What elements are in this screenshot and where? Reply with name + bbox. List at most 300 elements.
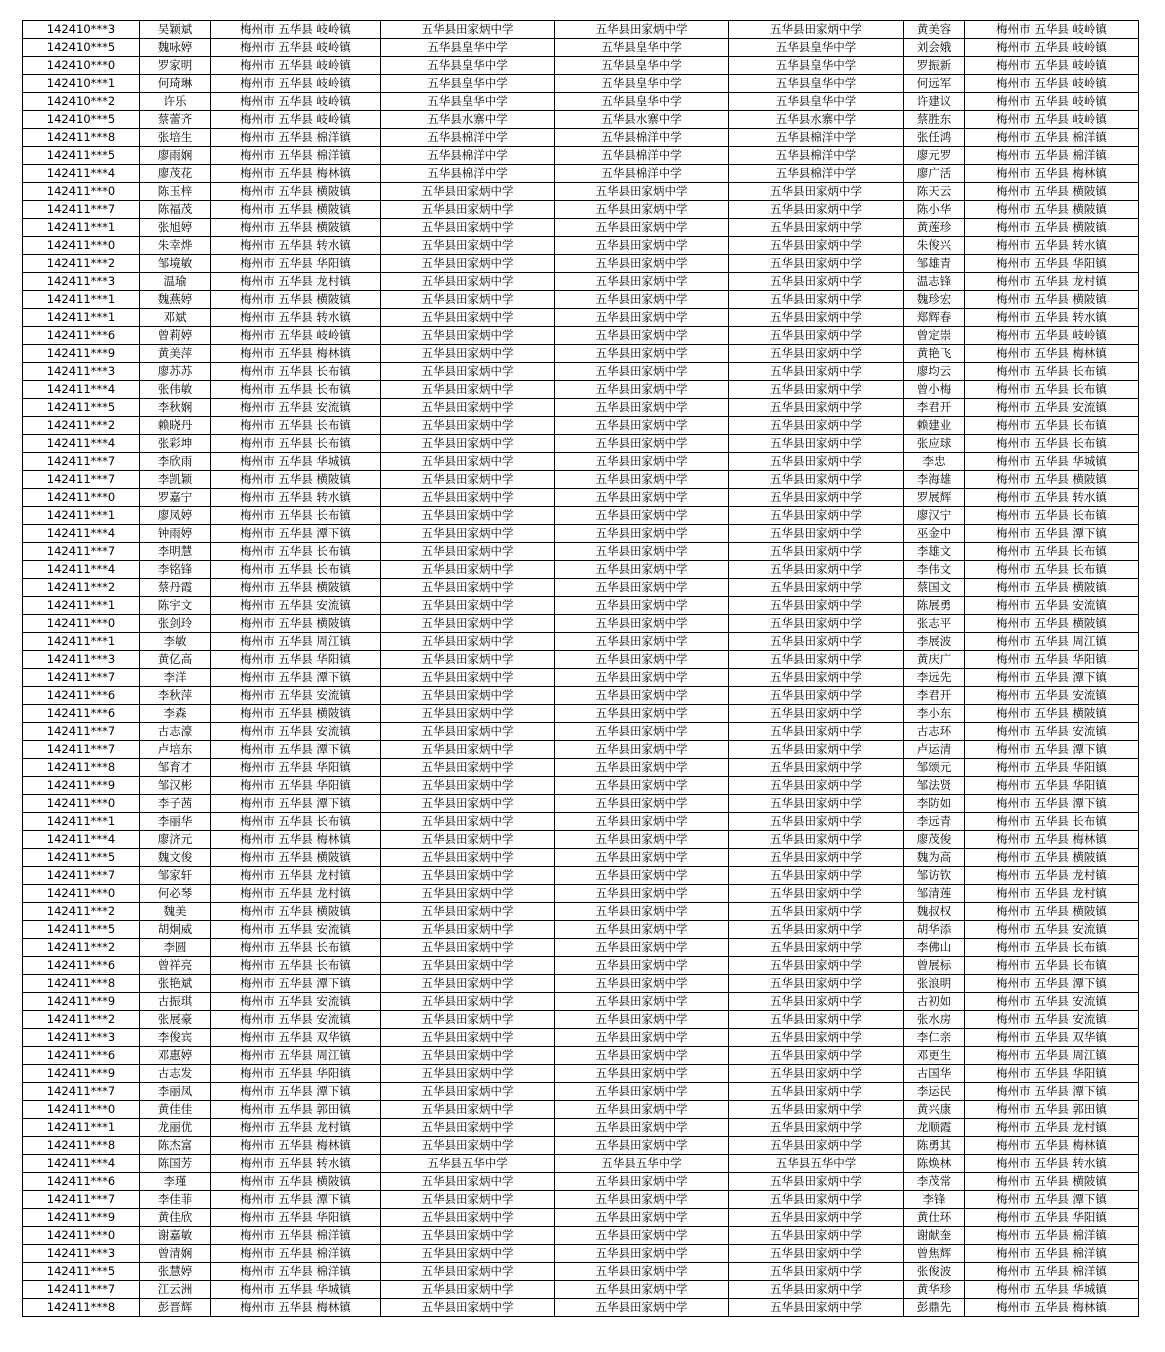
- school-cell-2: 五华县田家炳中学: [555, 777, 729, 795]
- school-cell-2: 五华县田家炳中学: [555, 885, 729, 903]
- student-name-cell: 温瑜: [140, 273, 211, 291]
- school-cell-2: 五华县田家炳中学: [555, 1227, 729, 1245]
- school-cell-2: 五华县田家炳中学: [555, 975, 729, 993]
- student-name-cell: 邹汉彬: [140, 777, 211, 795]
- id-cell: 142410***3: [23, 21, 140, 39]
- parent-address-cell: 梅州市 五华县 安流镇: [965, 399, 1139, 417]
- school-cell-3: 五华县田家炳中学: [729, 1065, 904, 1083]
- parent-name-cell: 陈天云: [904, 183, 965, 201]
- school-cell-3: 五华县田家炳中学: [729, 579, 904, 597]
- parent-name-cell: 黄美容: [904, 21, 965, 39]
- table-row: [23, 1047, 1139, 1065]
- table-row: [23, 705, 1139, 723]
- id-cell: 142411***7: [23, 1191, 140, 1209]
- parent-name-cell: 龙顺霞: [904, 1119, 965, 1137]
- home-address-cell: 梅州市 五华县 潭下镇: [211, 741, 381, 759]
- student-name-cell: 廖苏苏: [140, 363, 211, 381]
- school-cell-2: 五华县棉洋中学: [555, 147, 729, 165]
- school-cell-2: 五华县田家炳中学: [555, 633, 729, 651]
- school-cell-3: 五华县田家炳中学: [729, 453, 904, 471]
- student-name-cell: 廖雨娴: [140, 147, 211, 165]
- school-cell: 五华县田家炳中学: [381, 669, 555, 687]
- home-address-cell: 梅州市 五华县 长布镇: [211, 543, 381, 561]
- school-cell: 五华县田家炳中学: [381, 813, 555, 831]
- table-row: [23, 651, 1139, 669]
- home-address-cell: 梅州市 五华县 华城镇: [211, 1281, 381, 1299]
- table-row: [23, 939, 1139, 957]
- table-row: [23, 201, 1139, 219]
- table-row: [23, 759, 1139, 777]
- school-cell-3: 五华县田家炳中学: [729, 363, 904, 381]
- home-address-cell: 梅州市 五华县 安流镇: [211, 723, 381, 741]
- school-cell-3: 五华县田家炳中学: [729, 759, 904, 777]
- parent-name-cell: 廖茂俊: [904, 831, 965, 849]
- school-cell-3: 五华县田家炳中学: [729, 777, 904, 795]
- school-cell-3: 五华县田家炳中学: [729, 741, 904, 759]
- id-cell: 142411***6: [23, 687, 140, 705]
- school-cell-2: 五华县田家炳中学: [555, 1101, 729, 1119]
- id-cell: 142411***4: [23, 831, 140, 849]
- school-cell-2: 五华县五华中学: [555, 1155, 729, 1173]
- school-cell: 五华县田家炳中学: [381, 759, 555, 777]
- home-address-cell: 梅州市 五华县 潭下镇: [211, 1083, 381, 1101]
- id-cell: 142411***1: [23, 507, 140, 525]
- parent-address-cell: 梅州市 五华县 华阳镇: [965, 1209, 1139, 1227]
- school-cell-3: 五华县田家炳中学: [729, 957, 904, 975]
- parent-address-cell: 梅州市 五华县 岐岭镇: [965, 21, 1139, 39]
- table-row: [23, 597, 1139, 615]
- parent-name-cell: 邓更生: [904, 1047, 965, 1065]
- parent-address-cell: 梅州市 五华县 转水镇: [965, 489, 1139, 507]
- parent-address-cell: 梅州市 五华县 横陂镇: [965, 579, 1139, 597]
- table-row: [23, 507, 1139, 525]
- student-name-cell: 谢嘉敏: [140, 1227, 211, 1245]
- school-cell-3: 五华县田家炳中学: [729, 939, 904, 957]
- id-cell: 142411***5: [23, 399, 140, 417]
- parent-name-cell: 蔡国文: [904, 579, 965, 597]
- school-cell-2: 五华县田家炳中学: [555, 579, 729, 597]
- home-address-cell: 梅州市 五华县 横陂镇: [211, 849, 381, 867]
- table-row: [23, 21, 1139, 39]
- school-cell-3: 五华县田家炳中学: [729, 1227, 904, 1245]
- school-cell: 五华县田家炳中学: [381, 561, 555, 579]
- school-cell-2: 五华县棉洋中学: [555, 165, 729, 183]
- school-cell-2: 五华县水寨中学: [555, 111, 729, 129]
- student-name-cell: 曾祥亮: [140, 957, 211, 975]
- school-cell-2: 五华县田家炳中学: [555, 1245, 729, 1263]
- parent-name-cell: 罗振新: [904, 57, 965, 75]
- student-name-cell: 黄美萍: [140, 345, 211, 363]
- school-cell-3: 五华县田家炳中学: [729, 723, 904, 741]
- school-cell-2: 五华县田家炳中学: [555, 759, 729, 777]
- student-name-cell: 李佳菲: [140, 1191, 211, 1209]
- parent-name-cell: 郑辉春: [904, 309, 965, 327]
- parent-name-cell: 巫金中: [904, 525, 965, 543]
- school-cell-2: 五华县田家炳中学: [555, 795, 729, 813]
- school-cell: 五华县田家炳中学: [381, 921, 555, 939]
- parent-address-cell: 梅州市 五华县 安流镇: [965, 1011, 1139, 1029]
- school-cell-2: 五华县田家炳中学: [555, 1119, 729, 1137]
- id-cell: 142411***0: [23, 885, 140, 903]
- id-cell: 142411***1: [23, 633, 140, 651]
- parent-name-cell: 张应球: [904, 435, 965, 453]
- student-name-cell: 江云洲: [140, 1281, 211, 1299]
- parent-name-cell: 邹颂元: [904, 759, 965, 777]
- home-address-cell: 梅州市 五华县 横陂镇: [211, 291, 381, 309]
- school-cell: 五华县田家炳中学: [381, 381, 555, 399]
- parent-address-cell: 梅州市 五华县 横陂镇: [965, 903, 1139, 921]
- school-cell-3: 五华县皇华中学: [729, 57, 904, 75]
- parent-name-cell: 李海雄: [904, 471, 965, 489]
- home-address-cell: 梅州市 五华县 长布镇: [211, 381, 381, 399]
- table-row: [23, 723, 1139, 741]
- parent-name-cell: 朱俊兴: [904, 237, 965, 255]
- table-row: [23, 165, 1139, 183]
- id-cell: 142411***2: [23, 417, 140, 435]
- table-row: [23, 399, 1139, 417]
- student-name-cell: 卢培东: [140, 741, 211, 759]
- id-cell: 142410***5: [23, 111, 140, 129]
- student-name-cell: 魏咏婷: [140, 39, 211, 57]
- parent-name-cell: 陈勇其: [904, 1137, 965, 1155]
- parent-address-cell: 梅州市 五华县 双华镇: [965, 1029, 1139, 1047]
- parent-name-cell: 廖汉宁: [904, 507, 965, 525]
- parent-address-cell: 梅州市 五华县 潭下镇: [965, 1191, 1139, 1209]
- id-cell: 142411***9: [23, 345, 140, 363]
- table-row: [23, 219, 1139, 237]
- home-address-cell: 梅州市 五华县 棉洋镇: [211, 129, 381, 147]
- student-name-cell: 许乐: [140, 93, 211, 111]
- table-row: [23, 1155, 1139, 1173]
- table-row: [23, 453, 1139, 471]
- id-cell: 142411***7: [23, 867, 140, 885]
- school-cell: 五华县田家炳中学: [381, 291, 555, 309]
- school-cell-2: 五华县田家炳中学: [555, 489, 729, 507]
- home-address-cell: 梅州市 五华县 岐岭镇: [211, 21, 381, 39]
- parent-name-cell: 蔡胜东: [904, 111, 965, 129]
- student-name-cell: 李俊宾: [140, 1029, 211, 1047]
- home-address-cell: 梅州市 五华县 横陂镇: [211, 903, 381, 921]
- home-address-cell: 梅州市 五华县 龙村镇: [211, 1119, 381, 1137]
- home-address-cell: 梅州市 五华县 安流镇: [211, 597, 381, 615]
- id-cell: 142411***0: [23, 183, 140, 201]
- table-row: [23, 327, 1139, 345]
- id-cell: 142411***5: [23, 849, 140, 867]
- school-cell-3: 五华县田家炳中学: [729, 903, 904, 921]
- parent-name-cell: 彭鼎先: [904, 1299, 965, 1317]
- table-row: [23, 345, 1139, 363]
- school-cell-3: 五华县田家炳中学: [729, 921, 904, 939]
- school-cell-2: 五华县田家炳中学: [555, 1191, 729, 1209]
- id-cell: 142411***9: [23, 993, 140, 1011]
- student-name-cell: 古志濠: [140, 723, 211, 741]
- home-address-cell: 梅州市 五华县 双华镇: [211, 1029, 381, 1047]
- id-cell: 142411***0: [23, 237, 140, 255]
- parent-name-cell: 李仁亲: [904, 1029, 965, 1047]
- parent-address-cell: 梅州市 五华县 棉洋镇: [965, 1227, 1139, 1245]
- id-cell: 142411***1: [23, 813, 140, 831]
- home-address-cell: 梅州市 五华县 潭下镇: [211, 1191, 381, 1209]
- home-address-cell: 梅州市 五华县 长布镇: [211, 417, 381, 435]
- parent-address-cell: 梅州市 五华县 潭下镇: [965, 1083, 1139, 1101]
- parent-name-cell: 李防如: [904, 795, 965, 813]
- school-cell-2: 五华县田家炳中学: [555, 867, 729, 885]
- school-cell-2: 五华县田家炳中学: [555, 273, 729, 291]
- parent-address-cell: 梅州市 五华县 岐岭镇: [965, 93, 1139, 111]
- home-address-cell: 梅州市 五华县 梅林镇: [211, 345, 381, 363]
- student-name-cell: 陈宇文: [140, 597, 211, 615]
- parent-address-cell: 梅州市 五华县 岐岭镇: [965, 75, 1139, 93]
- student-name-cell: 魏美: [140, 903, 211, 921]
- home-address-cell: 梅州市 五华县 华阳镇: [211, 777, 381, 795]
- home-address-cell: 梅州市 五华县 潭下镇: [211, 525, 381, 543]
- school-cell: 五华县田家炳中学: [381, 201, 555, 219]
- id-cell: 142411***4: [23, 165, 140, 183]
- student-name-cell: 李凯颖: [140, 471, 211, 489]
- parent-name-cell: 黄仕环: [904, 1209, 965, 1227]
- school-cell: 五华县田家炳中学: [381, 867, 555, 885]
- school-cell-2: 五华县田家炳中学: [555, 1065, 729, 1083]
- student-name-cell: 李秋娴: [140, 399, 211, 417]
- school-cell: 五华县田家炳中学: [381, 1173, 555, 1191]
- school-cell-2: 五华县田家炳中学: [555, 1011, 729, 1029]
- school-cell-3: 五华县田家炳中学: [729, 183, 904, 201]
- school-cell: 五华县田家炳中学: [381, 219, 555, 237]
- school-cell-2: 五华县田家炳中学: [555, 1281, 729, 1299]
- school-cell-3: 五华县田家炳中学: [729, 705, 904, 723]
- school-cell-3: 五华县田家炳中学: [729, 687, 904, 705]
- parent-address-cell: 梅州市 五华县 华城镇: [965, 1281, 1139, 1299]
- parent-address-cell: 梅州市 五华县 安流镇: [965, 993, 1139, 1011]
- student-name-cell: 邹境敏: [140, 255, 211, 273]
- parent-address-cell: 梅州市 五华县 长布镇: [965, 813, 1139, 831]
- school-cell-2: 五华县田家炳中学: [555, 345, 729, 363]
- table-row: [23, 1191, 1139, 1209]
- student-name-cell: 罗嘉宁: [140, 489, 211, 507]
- id-cell: 142411***0: [23, 489, 140, 507]
- id-cell: 142411***3: [23, 1029, 140, 1047]
- parent-address-cell: 梅州市 五华县 梅林镇: [965, 1137, 1139, 1155]
- home-address-cell: 梅州市 五华县 长布镇: [211, 561, 381, 579]
- school-cell-2: 五华县田家炳中学: [555, 399, 729, 417]
- parent-address-cell: 梅州市 五华县 潭下镇: [965, 795, 1139, 813]
- table-row: [23, 273, 1139, 291]
- school-cell: 五华县田家炳中学: [381, 1137, 555, 1155]
- school-cell-2: 五华县皇华中学: [555, 93, 729, 111]
- table-row: [23, 291, 1139, 309]
- id-cell: 142410***1: [23, 75, 140, 93]
- home-address-cell: 梅州市 五华县 横陂镇: [211, 183, 381, 201]
- school-cell: 五华县田家炳中学: [381, 903, 555, 921]
- table-row: [23, 741, 1139, 759]
- home-address-cell: 梅州市 五华县 棉洋镇: [211, 1263, 381, 1281]
- table-row: [23, 417, 1139, 435]
- table-row: [23, 831, 1139, 849]
- home-address-cell: 梅州市 五华县 潭下镇: [211, 669, 381, 687]
- id-cell: 142411***7: [23, 1083, 140, 1101]
- school-cell-2: 五华县皇华中学: [555, 57, 729, 75]
- school-cell-3: 五华县田家炳中学: [729, 201, 904, 219]
- table-row: [23, 777, 1139, 795]
- id-cell: 142411***7: [23, 543, 140, 561]
- parent-name-cell: 李远先: [904, 669, 965, 687]
- school-cell: 五华县田家炳中学: [381, 1065, 555, 1083]
- parent-name-cell: 李茂常: [904, 1173, 965, 1191]
- table-row: [23, 381, 1139, 399]
- parent-address-cell: 梅州市 五华县 棉洋镇: [965, 129, 1139, 147]
- parent-address-cell: 梅州市 五华县 梅林镇: [965, 345, 1139, 363]
- parent-name-cell: 古国华: [904, 1065, 965, 1083]
- school-cell-3: 五华县田家炳中学: [729, 651, 904, 669]
- parent-name-cell: 李展波: [904, 633, 965, 651]
- parent-address-cell: 梅州市 五华县 岐岭镇: [965, 111, 1139, 129]
- id-cell: 142410***5: [23, 39, 140, 57]
- school-cell-3: 五华县田家炳中学: [729, 1209, 904, 1227]
- school-cell: 五华县田家炳中学: [381, 831, 555, 849]
- table-row: [23, 1281, 1139, 1299]
- parent-address-cell: 梅州市 五华县 长布镇: [965, 363, 1139, 381]
- school-cell-3: 五华县皇华中学: [729, 93, 904, 111]
- parent-address-cell: 梅州市 五华县 华阳镇: [965, 759, 1139, 777]
- home-address-cell: 梅州市 五华县 岐岭镇: [211, 93, 381, 111]
- school-cell-3: 五华县田家炳中学: [729, 1047, 904, 1065]
- student-name-cell: 罗家明: [140, 57, 211, 75]
- id-cell: 142411***9: [23, 1209, 140, 1227]
- school-cell-3: 五华县田家炳中学: [729, 1245, 904, 1263]
- student-name-cell: 李瑾: [140, 1173, 211, 1191]
- school-cell-2: 五华县田家炳中学: [555, 939, 729, 957]
- school-cell: 五华县皇华中学: [381, 39, 555, 57]
- student-name-cell: 曾清娴: [140, 1245, 211, 1263]
- parent-address-cell: 梅州市 五华县 长布镇: [965, 435, 1139, 453]
- parent-address-cell: 梅州市 五华县 横陂镇: [965, 183, 1139, 201]
- home-address-cell: 梅州市 五华县 棉洋镇: [211, 1245, 381, 1263]
- home-address-cell: 梅州市 五华县 岐岭镇: [211, 39, 381, 57]
- home-address-cell: 梅州市 五华县 安流镇: [211, 993, 381, 1011]
- parent-address-cell: 梅州市 五华县 安流镇: [965, 687, 1139, 705]
- home-address-cell: 梅州市 五华县 安流镇: [211, 687, 381, 705]
- student-name-cell: 陈国芳: [140, 1155, 211, 1173]
- table-row: [23, 1065, 1139, 1083]
- school-cell-3: 五华县田家炳中学: [729, 273, 904, 291]
- id-cell: 142411***5: [23, 1263, 140, 1281]
- home-address-cell: 梅州市 五华县 郭田镇: [211, 1101, 381, 1119]
- school-cell-2: 五华县田家炳中学: [555, 651, 729, 669]
- id-cell: 142411***7: [23, 453, 140, 471]
- table-row: [23, 435, 1139, 453]
- id-cell: 142411***5: [23, 147, 140, 165]
- school-cell: 五华县田家炳中学: [381, 1083, 555, 1101]
- table-row: [23, 1137, 1139, 1155]
- parent-address-cell: 梅州市 五华县 潭下镇: [965, 975, 1139, 993]
- school-cell-2: 五华县田家炳中学: [555, 687, 729, 705]
- parent-name-cell: 许建议: [904, 93, 965, 111]
- parent-address-cell: 梅州市 五华县 长布镇: [965, 381, 1139, 399]
- school-cell: 五华县田家炳中学: [381, 507, 555, 525]
- parent-address-cell: 梅州市 五华县 梅林镇: [965, 1299, 1139, 1317]
- id-cell: 142411***5: [23, 921, 140, 939]
- school-cell-2: 五华县棉洋中学: [555, 129, 729, 147]
- parent-name-cell: 李小东: [904, 705, 965, 723]
- home-address-cell: 梅州市 五华县 梅林镇: [211, 1299, 381, 1317]
- student-name-cell: 蔡丹霞: [140, 579, 211, 597]
- school-cell-2: 五华县田家炳中学: [555, 237, 729, 255]
- parent-name-cell: 胡华添: [904, 921, 965, 939]
- school-cell-2: 五华县田家炳中学: [555, 363, 729, 381]
- home-address-cell: 梅州市 五华县 华阳镇: [211, 1065, 381, 1083]
- home-address-cell: 梅州市 五华县 长布镇: [211, 957, 381, 975]
- parent-address-cell: 梅州市 五华县 横陂镇: [965, 615, 1139, 633]
- school-cell: 五华县田家炳中学: [381, 597, 555, 615]
- student-name-cell: 黄佳佳: [140, 1101, 211, 1119]
- school-cell: 五华县皇华中学: [381, 57, 555, 75]
- student-name-cell: 廖济元: [140, 831, 211, 849]
- id-cell: 142411***0: [23, 1227, 140, 1245]
- student-name-cell: 陈玉梓: [140, 183, 211, 201]
- student-name-cell: 张彩坤: [140, 435, 211, 453]
- school-cell-3: 五华县田家炳中学: [729, 1191, 904, 1209]
- school-cell-2: 五华县田家炳中学: [555, 309, 729, 327]
- school-cell: 五华县田家炳中学: [381, 1191, 555, 1209]
- school-cell-3: 五华县田家炳中学: [729, 435, 904, 453]
- parent-address-cell: 梅州市 五华县 岐岭镇: [965, 57, 1139, 75]
- school-cell-2: 五华县田家炳中学: [555, 741, 729, 759]
- school-cell: 五华县田家炳中学: [381, 1011, 555, 1029]
- table-row: [23, 669, 1139, 687]
- student-name-cell: 古振琪: [140, 993, 211, 1011]
- school-cell-3: 五华县棉洋中学: [729, 165, 904, 183]
- parent-name-cell: 曾焦辉: [904, 1245, 965, 1263]
- student-name-cell: 李丽华: [140, 813, 211, 831]
- school-cell-3: 五华县田家炳中学: [729, 21, 904, 39]
- id-cell: 142411***4: [23, 561, 140, 579]
- school-cell-3: 五华县田家炳中学: [729, 309, 904, 327]
- id-cell: 142411***2: [23, 579, 140, 597]
- home-address-cell: 梅州市 五华县 梅林镇: [211, 1137, 381, 1155]
- school-cell: 五华县田家炳中学: [381, 615, 555, 633]
- parent-address-cell: 梅州市 五华县 梅林镇: [965, 831, 1139, 849]
- parent-name-cell: 李君开: [904, 399, 965, 417]
- id-cell: 142411***2: [23, 1011, 140, 1029]
- home-address-cell: 梅州市 五华县 横陂镇: [211, 471, 381, 489]
- school-cell-3: 五华县田家炳中学: [729, 237, 904, 255]
- home-address-cell: 梅州市 五华县 转水镇: [211, 1155, 381, 1173]
- school-cell: 五华县田家炳中学: [381, 957, 555, 975]
- school-cell: 五华县田家炳中学: [381, 687, 555, 705]
- table-row: [23, 525, 1139, 543]
- parent-name-cell: 李运民: [904, 1083, 965, 1101]
- school-cell-3: 五华县田家炳中学: [729, 597, 904, 615]
- parent-address-cell: 梅州市 五华县 岐岭镇: [965, 39, 1139, 57]
- school-cell-2: 五华县田家炳中学: [555, 705, 729, 723]
- school-cell-3: 五华县田家炳中学: [729, 975, 904, 993]
- parent-name-cell: 廖均云: [904, 363, 965, 381]
- id-cell: 142411***2: [23, 903, 140, 921]
- school-cell-2: 五华县田家炳中学: [555, 435, 729, 453]
- table-row: [23, 309, 1139, 327]
- parent-name-cell: 邹清莲: [904, 885, 965, 903]
- table-row: [23, 849, 1139, 867]
- id-cell: 142411***8: [23, 759, 140, 777]
- parent-address-cell: 梅州市 五华县 横陂镇: [965, 201, 1139, 219]
- school-cell-2: 五华县田家炳中学: [555, 615, 729, 633]
- parent-name-cell: 魏珍宏: [904, 291, 965, 309]
- parent-name-cell: 赖建业: [904, 417, 965, 435]
- parent-address-cell: 梅州市 五华县 周江镇: [965, 633, 1139, 651]
- id-cell: 142411***4: [23, 381, 140, 399]
- school-cell: 五华县田家炳中学: [381, 327, 555, 345]
- id-cell: 142411***3: [23, 1245, 140, 1263]
